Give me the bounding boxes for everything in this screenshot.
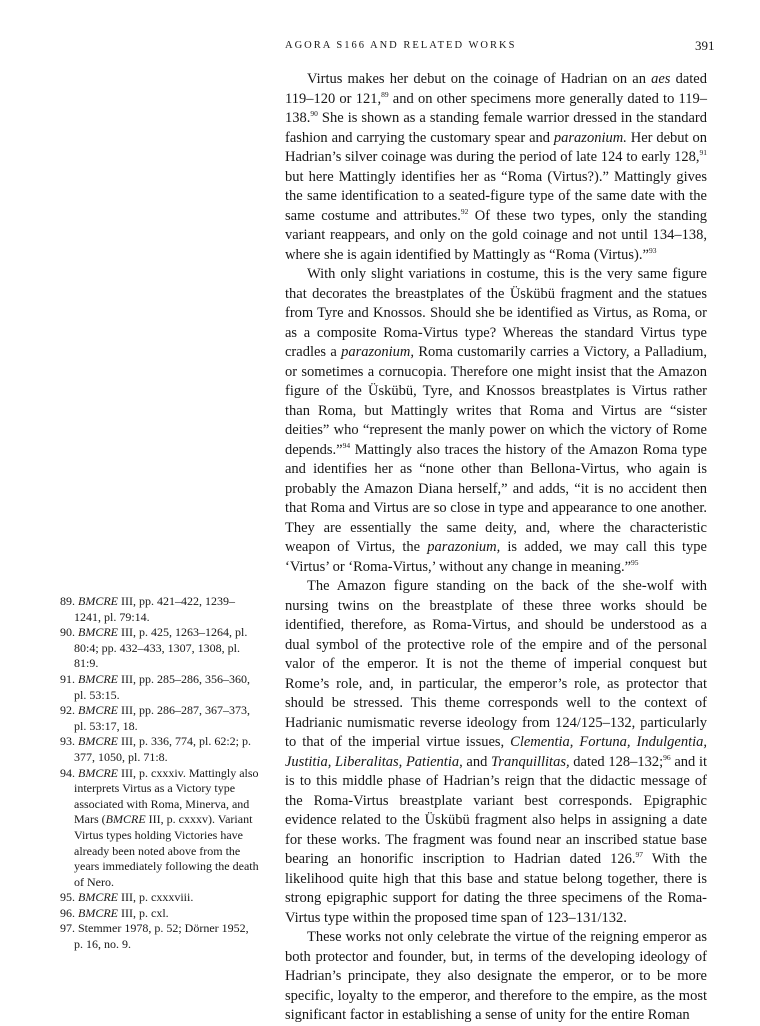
paragraph-identification (285, 265, 707, 577)
text-run: 95. (60, 890, 78, 905)
text-run: and (462, 753, 492, 770)
text-run: With the likelihood quite high that this base and statue belong together, there is strong epigraphic support for dating the three specimens of the Roma-Virtus type within the proposed time span of 123–131/132. (285, 851, 707, 926)
text-run: Her debut on Hadrian’s silver coinage was during the period of late 124 to early 128, (285, 129, 707, 165)
footnote-ref: 91 (699, 148, 707, 158)
paragraph-unity (285, 928, 707, 1026)
footnote-92 (60, 703, 260, 734)
italic-text: Tranquillitas, (491, 753, 570, 770)
text-run: 93. (60, 734, 78, 749)
italic-text: parazonium, (341, 344, 415, 360)
text-run: Of these two types, only the standing variant reappears, and only on the gold coinage and not until 134–138, where she is again identified by Mattingly as “Roma (Virtus).” (285, 207, 707, 263)
text-run: III, p. cxxxviii. (118, 890, 194, 905)
text-run: but here Mattingly identifies her as “Roma (Virtus?).” Mattingly gives the same identification to a seated-figure type of the same date with the same costume and attributes. (285, 168, 707, 224)
text-run: III, p. 336, 774, pl. 62:2; p. 377, 1050, pl. 71:8. (74, 734, 251, 764)
page-number: 391 (695, 38, 715, 53)
text-run: III, pp. 285–286, 356–360, pl. 53:15. (74, 671, 250, 702)
italic-text: BMCRE (78, 703, 118, 718)
footnote-96 (60, 906, 260, 922)
text-run: Virtus makes her debut on the coinage of Hadrian on an (307, 71, 652, 87)
italic-text: BMCRE (105, 812, 146, 827)
paragraph-virtus-debut (285, 70, 707, 265)
text-run: 97. Stemmer 1978, p. 52; Dörner 1952, p. 16, no. 9. (60, 921, 249, 952)
text-run: With only slight variations in costume, this is the very same figure that decorates the breastplates of the Üskübü fragment and the statues from Tyre and Knossos. Should she be identified as Virtus, as Roma, or as a composite Roma-Virtus type? Whereas the standard Virtus type cradles a (285, 266, 707, 360)
text-run: III, pp. 286–287, 367–373, pl. 53:17, 18. (74, 703, 250, 733)
footnote-90 (60, 625, 260, 672)
italic-text: BMCRE (78, 625, 118, 640)
italic-text: BMCRE (78, 594, 118, 608)
text-run: III, p. 425, 1263–1264, pl. 80:4; pp. 432–433, 1307, 1308, pl. 81:9. (74, 625, 248, 671)
footnote-ref: 90 (310, 109, 318, 119)
text-run: These works not only celebrate the virtue of the reigning emperor as both protector and founder, but, in terms of the developing ideology of Hadrian’s principate, they also designate the emperor, or to be more specific, loyalty to the emperor, and therefore to the empire, as the most significant factor in establishing a sense of unity for the entire Roman (285, 929, 707, 1023)
footnote-ref: 89 (381, 89, 389, 99)
text-run: is added, we may call this type ‘Virtus’ or ‘Roma-Virtus,’ without any change in meaning.” (285, 539, 707, 575)
footnote-95 (60, 890, 260, 906)
footnote-97 (60, 921, 260, 952)
paragraph-roma-virtus (285, 577, 707, 928)
text-run: Mattingly also traces the history of the Amazon Roma type and identifies her as “none other than Bellona-Virtus, who again is probably the Amazon Diana herself,” and adds, “it is no accident then that Roma and Virtus are so close in type and appearance to one another. They are essentially the same deity, and, where the characteristic weapon of Virtus, the (285, 441, 707, 555)
footnote-ref: 96 (663, 752, 671, 762)
text-run: and it is to this middle phase of Hadrian’s reign that the didactic message of the Roma-Virtus breastplate variant best corresponds. Epigraphic evidence related to the Üskübü fragment also helps in assigning a date for these works. The fragment was found near an inscribed statue base bearing an honorific inscription to Hadrian dated 126. (285, 753, 708, 867)
text-run: and on other specimens more generally dated to 119–138. (285, 90, 707, 126)
body-text (285, 70, 707, 1026)
running-title: AGORA S166 AND RELATED WORKS (285, 40, 517, 51)
running-header (0, 38, 760, 58)
text-run: 94. (60, 765, 78, 780)
italic-text: BMCRE (78, 765, 118, 780)
text-run: dated 128–132; (569, 753, 664, 770)
footnote-ref: 94 (342, 440, 351, 450)
text-run: 90. (60, 625, 78, 640)
text-run: 96. (60, 905, 78, 920)
italic-text: BMCRE (78, 905, 118, 920)
text-run: The Amazon figure standing on the back of the she-wolf with nursing twins on the breastplate of these three works should be identified, therefore, as Roma-Virtus, and should be understood as a dual symbol of the protective role of the empire and of the personal valor of the emperor. It is not the theme of imperial conquest but Rome’s role, and, in particular, the emperor’s role, as protector that should be stressed. This theme corresponds well to the context of Hadrianic numismatic reverse ideology from 124/125–132, particularly to that of the imperial virtue issues, (285, 578, 707, 750)
text-run: III, p. cxl. (118, 905, 169, 920)
text-run: 92. (60, 703, 78, 718)
footnote-94 (60, 766, 260, 891)
text-run: 91. (60, 671, 78, 686)
footnote-89 (60, 594, 260, 625)
italic-text: aes (651, 71, 671, 87)
italic-text: BMCRE (78, 890, 118, 905)
italic-text: BMCRE (78, 671, 118, 686)
footnote-91 (60, 672, 260, 703)
footnote-ref: 93 (648, 245, 657, 255)
text-run: She is shown as a standing female warrior dressed in the standard fashion and carrying the customary spear and (285, 110, 707, 146)
footnotes-column (60, 594, 260, 953)
text-run: III, p. cxxxv). Variant Virtus types holding Victories have already been noted above from the years immediately following the death of Nero. (74, 812, 259, 889)
text-run: 89. (60, 594, 78, 608)
text-run: III, pp. 421–422, 1239–1241, pl. 79:14. (74, 594, 235, 624)
italic-text: Clementia, Fortuna, Indulgentia, Justitia, Liberalitas, Patientia, (285, 734, 708, 770)
text-run: III, p. cxxxiv. Mattingly also interprets Virtus as a Victory type associated with Roma, Minerva, and Mars ( (74, 765, 259, 827)
italic-text: BMCRE (78, 734, 118, 749)
text-run: Roma customarily carries a Victory, a Palladium, or sometimes a cornucopia. Therefore one might insist that the Amazon figure of the Üskübü, Tyre, and Knossos breastplates is Virtus rather than Roma, but Mattingly writes that Roma and Virtus are “sister deities” who “represent the manly power on which the victory of Rome depends.” (285, 344, 708, 458)
italic-text: parazonium, (427, 539, 501, 555)
footnote-93 (60, 734, 260, 765)
text-run: dated 119–120 or 121, (285, 71, 707, 107)
footnote-ref: 97 (635, 850, 644, 860)
footnote-ref: 92 (460, 206, 469, 216)
footnote-ref: 95 (631, 557, 639, 567)
italic-text: parazonium. (553, 129, 627, 146)
